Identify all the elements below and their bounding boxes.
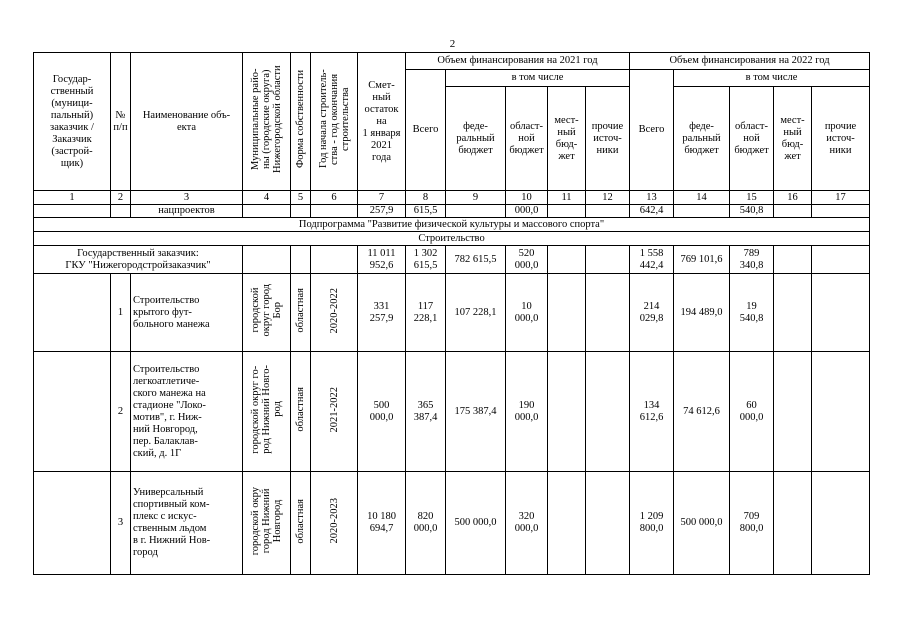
customer-federal-2022: 769 101,6	[674, 246, 730, 274]
object-total-2022: 134 612,6	[630, 352, 674, 472]
object-municipality: городской окру город Нижний Новгород	[243, 472, 291, 575]
object-federal-2021: 500 000,0	[446, 472, 506, 575]
object-balance: 331 257,9	[358, 274, 406, 352]
object-name: Строительство крытого фут- больного манежа	[131, 274, 243, 352]
col-number: 13	[630, 191, 674, 205]
object-regional-2021: 10 000,0	[506, 274, 548, 352]
col-number: 5	[291, 191, 311, 205]
carry-regional-2021: 000,0	[506, 205, 548, 218]
object-regional-2021: 190 000,0	[506, 352, 548, 472]
object-regional-2022: 60 000,0	[730, 352, 774, 472]
row-number: 1	[111, 274, 131, 352]
header-including-2022: в том числе	[674, 70, 870, 87]
customer-row	[34, 246, 870, 274]
object-regional-2022: 709 800,0	[730, 472, 774, 575]
object-federal-2022: 500 000,0	[674, 472, 730, 575]
header-other-2021: прочие источ- ники	[586, 87, 630, 191]
carry-total-2021: 615,5	[406, 205, 446, 218]
object-federal-2022: 74 612,6	[674, 352, 730, 472]
col-number: 17	[812, 191, 870, 205]
row-number: 2	[111, 352, 131, 472]
header-customer: Государ- ственный (муници- пальный) заказчик / Заказчик (застрой- щик)	[34, 53, 111, 191]
header-fin-2021: Объем финансирования на 2021 год	[406, 53, 630, 70]
object-name: Универсальный спортивный ком- плекс с искус- ственным льдом в г. Нижний Нов- город	[131, 472, 243, 575]
header-row-1	[34, 53, 870, 70]
header-ownership: Форма собственности	[291, 53, 311, 191]
object-federal-2021: 107 228,1	[446, 274, 506, 352]
customer-regional-2021: 520 000,0	[506, 246, 548, 274]
customer-federal-2021: 782 615,5	[446, 246, 506, 274]
object-years: 2021-2022	[311, 352, 358, 472]
header-object-name: Наименование объ- екта	[131, 53, 243, 191]
section-title: Строительство	[34, 232, 870, 246]
object-ownership: областная	[291, 472, 311, 575]
object-name: Строительство легкоатлетиче- ского манежа на стадионе "Локо- мотив", г. Ниж- ний Новгород, пер. Балаклав- ский, д. 1Г	[131, 352, 243, 472]
column-numbers-row	[34, 191, 870, 205]
header-balance: Смет- ный остаток на 1 января 2021 года	[358, 53, 406, 191]
section-row	[34, 232, 870, 246]
object-total-2021: 365 387,4	[406, 352, 446, 472]
header-regional-2021: област- ной бюджет	[506, 87, 548, 191]
subprogram-row	[34, 218, 870, 232]
object-total-2022: 1 209 800,0	[630, 472, 674, 575]
customer-balance: 11 011 952,6	[358, 246, 406, 274]
header-federal-2022: феде- ральный бюджет	[674, 87, 730, 191]
col-number: 3	[131, 191, 243, 205]
col-number: 7	[358, 191, 406, 205]
object-total-2021: 820 000,0	[406, 472, 446, 575]
header-other-2022: прочие источ- ники	[812, 87, 870, 191]
object-municipality: городской округ город Бор	[243, 274, 291, 352]
customer-regional-2022: 789 340,8	[730, 246, 774, 274]
page-number: 2	[449, 38, 456, 50]
customer-name: Государственный заказчик: ГКУ "Нижегородстройзаказчик"	[34, 246, 243, 274]
header-fin-2022: Объем финансирования на 2022 год	[630, 53, 870, 70]
col-number: 14	[674, 191, 730, 205]
header-municipality: Муниципальные райо- ны (городские округа) Нижегородской области	[243, 53, 291, 191]
header-total-2022: Всего	[630, 70, 674, 191]
col-number: 1	[34, 191, 111, 205]
header-including-2021: в том числе	[446, 70, 630, 87]
object-years: 2020-2023	[311, 472, 358, 575]
object-regional-2022: 19 540,8	[730, 274, 774, 352]
row-number: 3	[111, 472, 131, 575]
object-regional-2021: 320 000,0	[506, 472, 548, 575]
header-num: № п/п	[111, 53, 131, 191]
object-total-2022: 214 029,8	[630, 274, 674, 352]
header-local-2022: мест- ный бюд- жет	[774, 87, 812, 191]
col-number: 6	[311, 191, 358, 205]
customer-total-2021: 1 302 615,5	[406, 246, 446, 274]
col-number: 11	[548, 191, 586, 205]
object-years: 2020-2022	[311, 274, 358, 352]
object-federal-2022: 194 489,0	[674, 274, 730, 352]
col-number: 4	[243, 191, 291, 205]
customer-total-2022: 1 558 442,4	[630, 246, 674, 274]
object-total-2021: 117 228,1	[406, 274, 446, 352]
carry-balance: 257,9	[358, 205, 406, 218]
col-number: 9	[446, 191, 506, 205]
object-ownership: областная	[291, 352, 311, 472]
table-row	[34, 274, 870, 352]
object-ownership: областная	[291, 274, 311, 352]
col-number: 2	[111, 191, 131, 205]
header-years: Год начала строитель- ства - год окончания строительства	[311, 53, 358, 191]
col-number: 15	[730, 191, 774, 205]
object-municipality: городской округ го- род Нижний Новго- род	[243, 352, 291, 472]
col-number: 8	[406, 191, 446, 205]
col-number: 16	[774, 191, 812, 205]
carry-name: нацпроектов	[131, 205, 243, 218]
table-row	[34, 352, 870, 472]
financing-table	[33, 52, 870, 575]
subprogram-title: Подпрограмма "Развитие физической культуры и массового спорта"	[34, 218, 870, 232]
carry-total-2022: 642,4	[630, 205, 674, 218]
table-row	[34, 472, 870, 575]
col-number: 10	[506, 191, 548, 205]
object-federal-2021: 175 387,4	[446, 352, 506, 472]
carry-over-row	[34, 205, 870, 218]
carry-regional-2022: 540,8	[730, 205, 774, 218]
object-balance: 10 180 694,7	[358, 472, 406, 575]
col-number: 12	[586, 191, 630, 205]
header-total-2021: Всего	[406, 70, 446, 191]
header-regional-2022: област- ной бюджет	[730, 87, 774, 191]
object-balance: 500 000,0	[358, 352, 406, 472]
header-local-2021: мест- ный бюд- жет	[548, 87, 586, 191]
header-federal-2021: феде- ральный бюджет	[446, 87, 506, 191]
